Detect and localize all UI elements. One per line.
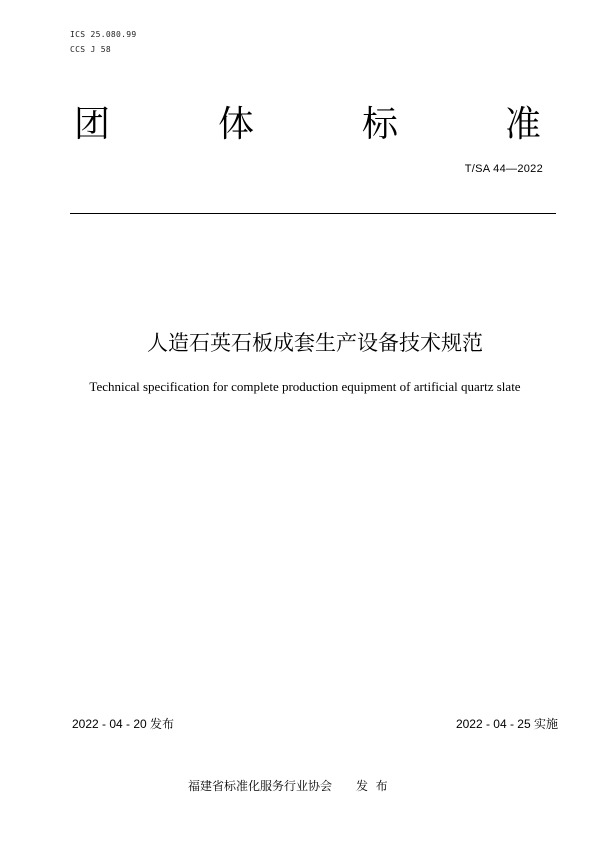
header-divider	[70, 213, 556, 214]
standard-type-char-4: 准	[505, 104, 542, 145]
publish-date: 2022 - 04 - 20 发布	[72, 717, 175, 731]
publisher-name: 福建省标准化服务行业协会	[188, 779, 333, 793]
standard-number: T/SA 44—2022	[464, 163, 543, 175]
implement-date: 2022 - 04 - 25 实施	[455, 717, 558, 731]
standard-type-char-3: 标	[362, 104, 399, 145]
publisher-line	[188, 778, 388, 794]
publisher-action: 发 布	[356, 779, 388, 793]
standard-type-char-1: 团	[74, 104, 111, 145]
title-chinese: 人造石英石板成套生产设备技术规范	[147, 331, 483, 355]
title-english: Technical specification for complete production equipment of artificial quartz slate	[89, 379, 521, 394]
ccs-code: CCS J 58	[70, 45, 111, 54]
ics-code: ICS 25.080.99	[70, 30, 137, 39]
standard-type-char-2: 体	[218, 104, 255, 145]
